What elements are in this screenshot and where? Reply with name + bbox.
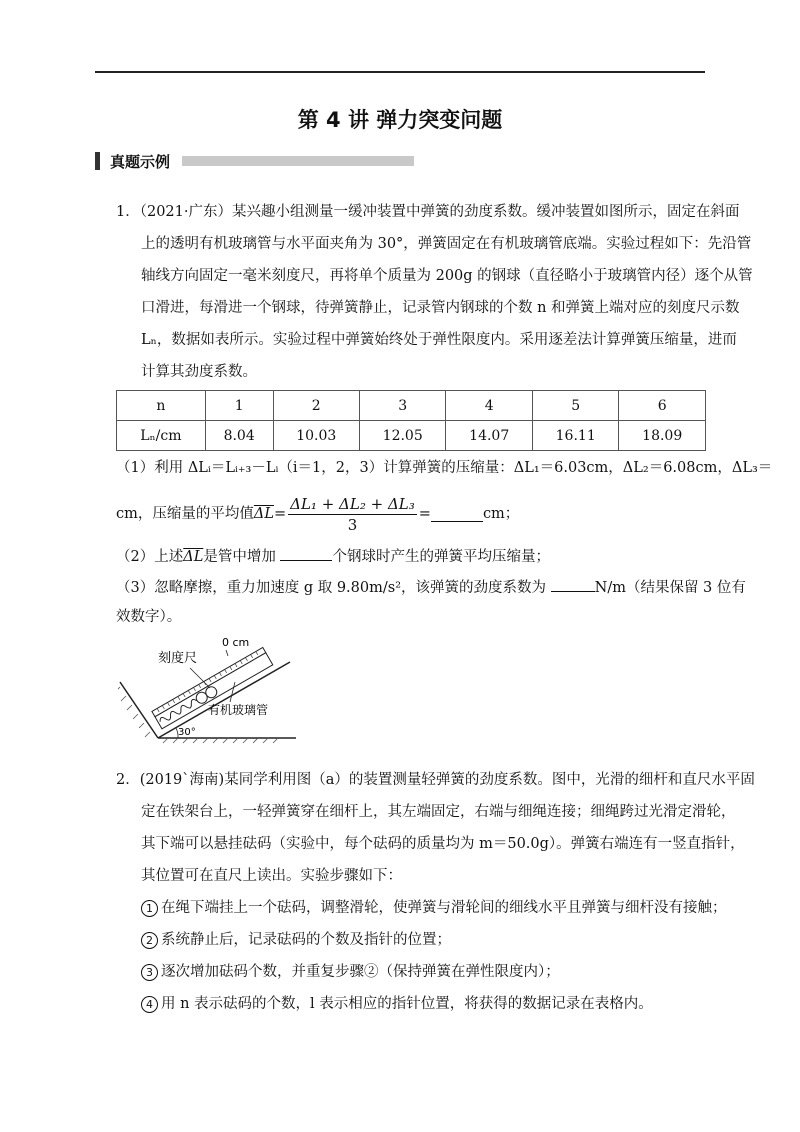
q1-sub2-line — [116, 546, 550, 567]
table-cell: 4 — [446, 391, 532, 421]
table-cell: 14.07 — [446, 421, 532, 451]
q1-sub2-text-a: （2）上述 — [116, 549, 184, 565]
q1-sub3-line — [116, 577, 746, 598]
step-number: 2 — [141, 932, 158, 949]
table-cell: Lₙ/cm — [117, 421, 206, 451]
step-text: 逐次增加砝码个数，并重复步骤②（保持弹簧在弹性限度内）； — [161, 964, 560, 980]
incline-diagram — [118, 632, 300, 744]
section-underline — [182, 156, 414, 166]
table-cell: 6 — [619, 391, 706, 421]
q2-line-2: 定在铁架台上，一轻弹簧穿在细杆上，其左端固定，右端与细绳连接；细绳跨过光滑定滑轮， — [141, 804, 736, 820]
step-text: 在绳下端挂上一个砝码，调整滑轮，使弹簧与滑轮间的细线水平且弹簧与细杆没有接触； — [161, 900, 727, 916]
left-wall-hatch — [118, 687, 150, 737]
tube-label: 有机玻璃管 — [208, 703, 269, 717]
q1-line-4: 口滑进，每滑进一个钢球，待弹簧静止，记录管内钢球的个数 n 和弹簧上端对应的刻度尺示数 — [141, 300, 740, 316]
q1-sub1-line: （1）利用 ΔLᵢ＝Lᵢ₊₃－Lᵢ（i＝1，2，3）计算弹簧的压缩量：ΔL₁＝6.03cm，ΔL₂＝6.08cm，ΔL₃＝ — [116, 460, 773, 476]
step-number: 4 — [141, 996, 158, 1013]
q1-line-1: 1．（2021·广东）某兴趣小组测量一缓冲装置中弹簧的劲度系数。缓冲装置如图所示，固定在斜面 — [116, 204, 740, 220]
table-cell: 2 — [273, 391, 359, 421]
q1-sub3-text-b: N/m（结果保留 3 位有 — [594, 580, 746, 596]
table-cell: 12.05 — [359, 421, 445, 451]
q2-line-4: 其位置可在直尺上读出。实验步骤如下： — [141, 868, 402, 884]
step-text: 用 n 表示砝码的个数，l 表示相应的指针位置，将获得的数据记录在表格内。 — [161, 996, 653, 1012]
step-text: 系统静止后，记录砝码的个数及指针的位置； — [161, 932, 451, 948]
q1-line-2: 上的透明有机玻璃管与水平面夹角为 30°，弹簧固定在有机玻璃管底端。实验过程如下：先沿管 — [141, 236, 752, 252]
page-title: 第 4 讲 弹力突变问题 — [297, 108, 503, 132]
table-cell: n — [117, 391, 206, 421]
q1-line-5: Lₙ，数据如表所示。实验过程中弹簧始终处于弹性限度内。采用逐差法计算弹簧压缩量，进而 — [141, 332, 737, 348]
table-cell: 3 — [359, 391, 445, 421]
section-header — [95, 150, 414, 172]
table-cell: 10.03 — [273, 421, 359, 451]
answer-blank[interactable] — [551, 577, 595, 592]
table-cell: 8.04 — [205, 421, 273, 451]
zero-label: 0 cm — [222, 636, 250, 649]
avg-symbol: $\overline{\Delta L}$ — [183, 549, 204, 565]
fraction-denominator: 3 — [347, 515, 358, 534]
q1-sub3-text-a: （3）忽略摩擦，重力加速度 g 取 9.80m/s²，该弹簧的劲度系数为 — [116, 580, 551, 596]
average-fraction — [288, 494, 417, 535]
table-cell: 16.11 — [532, 421, 618, 451]
zero-pointer — [226, 650, 228, 656]
angle-label: 30° — [178, 727, 196, 738]
q2-step — [141, 962, 560, 982]
table-cell: 1 — [205, 391, 273, 421]
q1-line-3: 轴线方向固定一毫米刻度尺，再将单个质量为 200g 的钢球（直径略小于玻璃管内径）逐个从管 — [141, 268, 753, 284]
answer-blank[interactable] — [280, 546, 332, 561]
top-rule — [95, 71, 705, 73]
avg-symbol: $\overline{\Delta L}$ — [253, 506, 274, 522]
equals-sign: = — [418, 506, 431, 522]
q2-step — [141, 898, 727, 918]
q2-line-1: 2．(2019`海南)某同学利用图（a）的装置测量轻弹簧的劲度系数。图中，光滑的细杆和直尺水平固 — [116, 772, 755, 788]
q1-line-6: 计算其劲度系数。 — [141, 364, 257, 380]
table-cell: 5 — [532, 391, 618, 421]
ruler-label: 刻度尺 — [158, 651, 198, 666]
data-table — [116, 390, 706, 451]
q1-sub1-unit: cm； — [482, 506, 520, 522]
left-wall — [120, 682, 158, 738]
equals-sign: = — [273, 506, 287, 522]
fraction-numerator: ΔL₁ + ΔL₂ + ΔL₃ — [290, 494, 415, 513]
table-row — [117, 421, 706, 451]
q2-step — [141, 994, 653, 1014]
q1-sub3-line-2: 效数字）。 — [116, 609, 182, 625]
q1-sub1-formula — [116, 496, 519, 532]
step-number: 3 — [141, 964, 158, 981]
q1-sub2-text-c: 个钢球时产生的弹簧平均压缩量； — [332, 549, 550, 565]
q1-sub2-text-b: 是管中增加 — [203, 549, 281, 565]
section-title: 真题示例 — [110, 152, 171, 171]
q2-line-3: 其下端可以悬挂砝码（实验中，每个砝码的质量均为 m＝50.0g）。弹簧右端连有一竖直指针， — [141, 836, 745, 852]
table-cell: 18.09 — [619, 421, 706, 451]
q2-step — [141, 930, 451, 950]
answer-blank[interactable] — [431, 507, 483, 522]
q1-sub1-text: cm，压缩量的平均值 — [116, 506, 254, 522]
step-number: 1 — [141, 900, 158, 917]
section-bar — [95, 152, 100, 170]
table-row — [117, 391, 706, 421]
